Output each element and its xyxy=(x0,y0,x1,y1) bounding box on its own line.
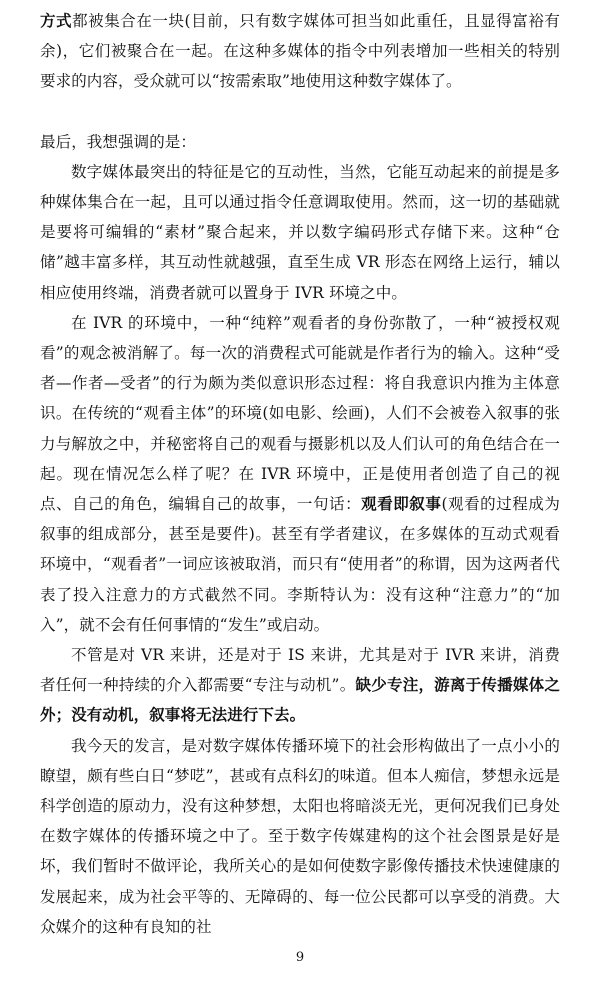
paragraph-text: 不管是对 VR 来讲，还是对于 IS 来讲，尤其是对于 IVR 来讲，消费者任何一种持续的介入都需要“专注与动机”。 xyxy=(40,646,560,695)
paragraph-text: 在 IVR 的环境中，一种“纯粹”观看者的身份弥散了，一种“被授权观看”的观念被消解了。每一次的消费程式可能就是作者行为的输入。这种“受者—作者—受者”的行为颇为类似意识形态过程：将自我意识内推为主体意识。在传统的“观看主体”的环境(如电影、绘画)，人们不会被卷入叙事的张力与解放之中，并秘密将自己的观看与摄影机以及人们认可的角色结合在一起。现在情况怎么样了呢？在 IVR 环境中，正是使用者创造了自己的视点、自己的角色，编辑自己的故事，一句话： xyxy=(40,313,560,514)
paragraph-focus-motivation xyxy=(40,640,560,731)
bold-phrase: 方式 xyxy=(40,11,73,30)
paragraph-text: 都被集合在一块(目前，只有数字媒体可担当如此重任，且显得富裕有余)，它们被聚合在一起。在这种多媒体的指令中列表增加一些相关的特别要求的内容，受众就可以“按需索取”地使用这种数字媒体了。 xyxy=(40,12,560,91)
paragraph-closing: 我今天的发言，是对数字媒体传播环境下的社会形构做出了一点小小的瞭望，颇有些白日“梦呓”，甚或有点科幻的味道。但本人痴信，梦想永远是科学创造的原动力，没有这种梦想，太阳也将暗淡无光，更何况我们已身处在数字媒体的传播环境之中了。至于数字传媒建构的这个社会图景是好是坏，我们暂时不做评论，我所关心的是如何使数字影像传播技术快速健康的发展起来，成为社会平等的、无障碍的、每一位公民都可以享受的消费。大众媒介的这种有良知的社 xyxy=(40,736,560,936)
body-text xyxy=(40,6,560,942)
paragraph-interactivity: 数字媒体最突出的特征是它的互动性，当然，它能互动起来的前提是多种媒体集合在一起，且可以通过指令任意调取使用。然而，这一切的基础就是要将可编辑的“素材”聚合起来，并以数字编码形式存储下来。这种“仓储”越丰富多样，其互动性就越强，直至生成 VR 形态在网络上运行，辅以相应使用终端，消费者就可以置身于 IVR 环境之中。 xyxy=(40,162,560,302)
paragraph-text: (观看的过程成为叙事的组成部分，甚至是要件)。甚至有学者建议，在多媒体的互动式观看环境中，“观看者”一词应该被取消，而只有“使用者”的称谓，因为这两者代表了投入注意力的方式截然不同。李斯特认为：没有这种“注意力”的“加入”，就不会有任何事情的“发生”或启动。 xyxy=(40,495,560,634)
paragraph-gap xyxy=(40,97,560,127)
paragraph-ivr-environment xyxy=(40,308,560,640)
paragraph-continuation xyxy=(40,6,560,97)
paragraph-conclusion-intro: 最后，我想强调的是： xyxy=(40,132,197,151)
bold-phrase: 缺少专注，游离于传播媒体之外；没有动机，叙事将无法进行下去。 xyxy=(40,675,560,725)
bold-phrase: 观看即叙事 xyxy=(361,494,442,514)
page-number: 9 xyxy=(295,950,305,965)
